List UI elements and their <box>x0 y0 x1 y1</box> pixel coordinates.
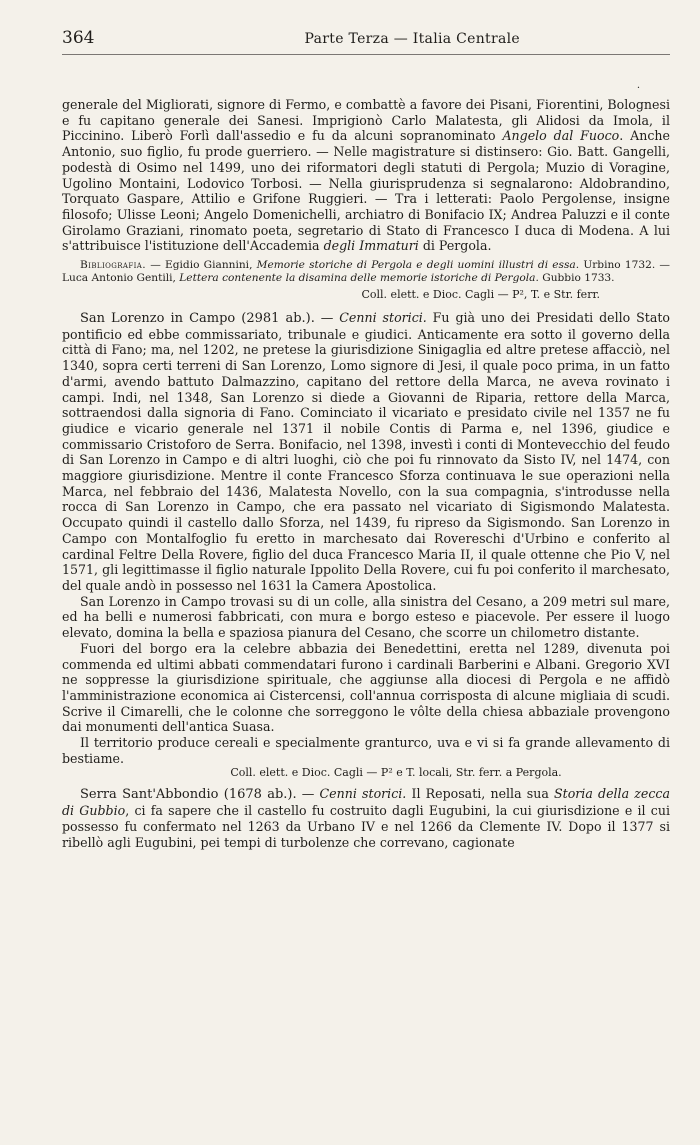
collegio-note-san-lorenzo: Coll. elett. e Dioc. Cagli — P² e T. locali, Str. ferr. a Pergola. <box>230 766 562 780</box>
page-number: 364 <box>62 28 95 48</box>
header-rule <box>62 54 670 55</box>
entry-san-lorenzo: San Lorenzo in Campo (2981 ab.). — Cenni storici. Fu già uno dei Presidati dello Stato pontificio ed ebbe commissariato, tribunale e giudici. Anticamente era sotto il governo della città di Fano; ma, nel 1202, ne pretese la giurisdizione Sinigaglia ed altre pretese affacciò, nel 1340, sopra certi terreni di San Lorenzo, Lomo signore di Jesi, il quale poco prima, in un fatto d'armi, avendo battuto Dalmazzino, capitano del rettore della Marca, ne aveva rovinato i campi. Indi, nel 1348, San Lorenzo si diede a Giovanni de Riparia, rettore della Marca, sottraendosi dalla signoria di Fano. Cominciato il vicariato e presidato civile nel 1357 ne fu giudice e vicario generale nel 1371 il nobile Contis di Parma e, nel 1396, giudice e commissario Cristoforo de Serra. Bonifacio, nel 1398, investì i conti di Montevecchio del feudo di San Lorenzo in Campo e di altri luoghi, ciò che poi fu rinnovato da Sisto IV, nel 1474, con maggiore giurisdizione. Mentre il conte Francesco Sforza continuava le sue operazioni nella Marca, nel febbraio del 1436, Malatesta Novello, con la sua compagnia, s'introdusse nella rocca di San Lorenzo in Campo, che era passato nel vicariato di Sigismondo Malatesta. Occupato quindi il castello dallo Sforza, nel 1439, fu ripreso da Sigismondo. San Lorenzo in Campo con Montalfoglio fu eretto in marchesato dai Rovereschi d'Urbino e conferito al cardinal Feltre Della Rovere, figlio del duca Francesco Maria II, il quale ottenne che Pio V, nel 1571, gli legittimasse il figlio naturale Ippolito Della Rovere, cui fu poi conferito il marchesato, del quale andò in possesso nel 1631 la Camera Apostolica. <box>62 310 670 593</box>
entry-title-serra: Serra Sant'Abbondio (1678 ab.). <box>80 787 297 803</box>
running-title: Parte Terza — Italia Centrale <box>304 31 520 47</box>
page-header <box>62 28 670 50</box>
paragraph-san-lorenzo-location: San Lorenzo in Campo trovasi su di un colle, alla sinistra del Cesano, a 209 metri sul mare, ed ha belli e numerosi fabbricati, con mura e borgo esteso e piacevole. Per essere il luogo elevato, domina la bella e spaziosa pianura del Cesano, che scorre un chilometro distante. <box>62 593 670 641</box>
bibliography: Bibliografia. — Egidio Giannini, Memorie storiche di Pergola e degli uomini illustri di essa. Urbino 1732. — Luca Antonio Gentili, Lettera contenente la disamina delle memorie istoriche di Pergola. Gubbio 1733. <box>62 259 670 285</box>
entry-serra-sant-abbondio: Serra Sant'Abbondio (1678 ab.). — Cenni storici. Il Reposati, nella sua Storia della zecca di Gubbio, ci fa sapere che il castello fu costruito dagli Eugubini, la cui giurisdizione e il cui possesso fu confermato nel 1263 da Urbano IV e nel 1266 da Clemente IV. Dopo il 1377 si ribellò agli Eugubini, pei tempi di turbolenze che correvano, cagionate <box>62 786 670 850</box>
collegio-note-pergola: Coll. elett. e Dioc. Cagli — P², T. e Str. ferr. <box>361 288 600 302</box>
paragraph-pergola-notables: generale del Migliorati, signore di Fermo, e combattè a favore dei Pisani, Fiorentini, Bolognesi e fu capitano generale dei Sanesi. Imprigionò Carlo Malatesta, gli Alidosi da Imola, il Piccinino. Liberò Forlì dall'assedio e fu da alcuni sopranominato Angelo dal Fuoco. Anche Antonio, suo figlio, fu prode guerriero. — Nelle magistrature si distinsero: Gio. Batt. Gangelli, podestà di Osimo nel 1499, uno dei riformatori degli statuti di Pergola; Muzio di Voragine, Ugolino Montaini, Lodovico Torbosi. — Nella giurisprudenza si segnalarono: Aldobrandino, Torquato Gaspare, Attilio e Grifone Ruggieri. — Tra i letterati: Paolo Pergolense, insigne filosofo; Ulisse Leoni; Angelo Domenichelli, archiatro di Bonifacio IX; Andrea Paluzzi e il conte Girolamo Graziani, rinomato poeta, segretario di Stato di Francesco I duca di Modena. A lui s'attribuisce l'istituzione dell'Accademia degli Immaturi di Pergola. <box>62 97 670 254</box>
ornament-mark: . <box>636 80 640 91</box>
bibliography-label: Bibliografia. <box>80 259 147 272</box>
paragraph-san-lorenzo-territory: Il territorio produce cereali e specialmente granturco, uva e vi si fa grande allevamento di bestiame. <box>62 735 670 766</box>
entry-title-san-lorenzo: San Lorenzo in Campo (2981 ab.). <box>80 311 315 327</box>
paragraph-san-lorenzo-abbey: Fuori del borgo era la celebre abbazia dei Benedettini, eretta nel 1289, divenuta poi commenda ed ultimi abbati commendatari furono i cardinali Barberini e Albani. Gregorio XVI ne soppresse la giurisdizione spirituale, che aggiunse alla diocesi di Pergola e ne affidò l'amministrazione economica ai Cistercensi, coll'annua corrisposta di alcune migliaia di scudi. Scrive il Cimarelli, che le colonne che sorreggono le vôlte della chiesa abbaziale provengono dai monumenti dell'antica Suasa. <box>62 640 670 735</box>
